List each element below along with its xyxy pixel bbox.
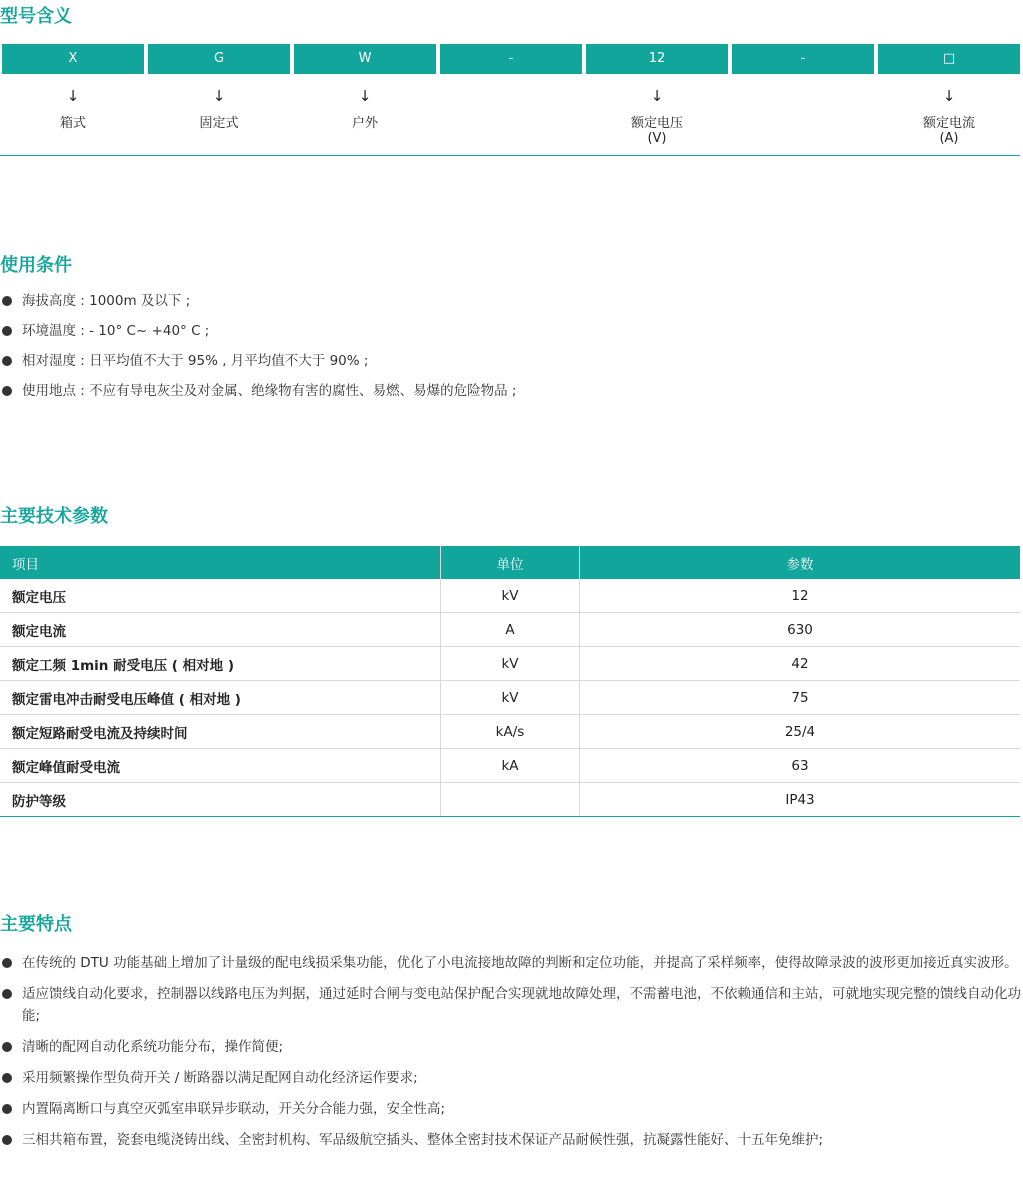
row-unit: kA — [441, 749, 580, 783]
model-meaning-current — [878, 86, 1020, 146]
model-section-title: 型号含义 — [0, 6, 72, 27]
table-row — [0, 783, 1020, 817]
row-value: 12 — [580, 579, 1021, 613]
list-item — [0, 291, 1023, 321]
model-meaning-mount — [148, 86, 290, 132]
bullet-dot-icon — [2, 386, 12, 396]
meaning-label: 额定电压 — [630, 116, 683, 131]
feature-text: 适应馈线自动化要求，控制器以线路电压为判据，通过延时合闸与变电站保护配合实现就地故障处理，不需蓄电池，不依赖通信和主站，可就地实现完整的馈线自动化功能; — [22, 986, 1021, 1024]
table-row — [0, 749, 1020, 783]
bullet-dot-icon — [2, 958, 12, 968]
list-item — [0, 1098, 1023, 1120]
model-meaning-voltage — [586, 86, 728, 146]
list-item — [0, 381, 1023, 411]
down-arrow-icon: ↓ — [942, 87, 956, 105]
row-value: 42 — [580, 647, 1021, 681]
header-unit: 单位 — [441, 546, 580, 579]
table-row — [0, 613, 1020, 647]
features-section-title: 主要特点 — [0, 914, 72, 935]
row-item: 额定短路耐受电流及持续时间 — [0, 715, 441, 749]
down-arrow-icon: ↓ — [650, 87, 664, 105]
row-unit: A — [441, 613, 580, 647]
feature-text: 采用频繁操作型负荷开关 / 断路器以满足配网自动化经济运作要求; — [22, 1070, 418, 1086]
table-row — [0, 681, 1020, 715]
row-value: 25/4 — [580, 715, 1021, 749]
feature-text: 三相共箱布置，瓷套电缆浇铸出线、全密封机构、军品级航空插头、整体全密封技术保证产品耐候性强，抗凝露性能好、十五年免维护; — [22, 1132, 824, 1148]
meaning-label: 额定电流 — [922, 116, 975, 131]
feature-text: 在传统的 DTU 功能基础上增加了计量级的配电线损采集功能，优化了小电流接地故障的判断和定位功能，并提高了采样频率，使得故障录波的波形更加接近真实波形。 — [22, 955, 1018, 971]
header-value: 参数 — [580, 546, 1021, 579]
meaning-label: 箱式 — [59, 116, 86, 131]
model-code-row — [0, 44, 1023, 74]
bullet-dot-icon — [2, 356, 12, 366]
list-item — [0, 952, 1023, 974]
list-item — [0, 1067, 1023, 1089]
model-code-dash-2: - — [732, 44, 874, 74]
model-code-dash-1: - — [440, 44, 582, 74]
bullet-dot-icon — [2, 1073, 12, 1083]
row-item: 额定电流 — [0, 613, 441, 647]
list-item — [0, 351, 1023, 381]
condition-text: 使用地点 : 不应有导电灰尘及对金属、绝缘物有害的腐性、易燃、易爆的危险物品 ; — [22, 383, 517, 399]
row-item: 额定峰值耐受电流 — [0, 749, 441, 783]
condition-text: 相对湿度 : 日平均值不大于 95% , 月平均值不大于 90% ; — [22, 353, 369, 369]
row-item: 防护等级 — [0, 783, 441, 817]
meaning-label: 户外 — [351, 116, 378, 131]
model-code-g: G — [148, 44, 290, 74]
row-unit: kA/s — [441, 715, 580, 749]
bullet-dot-icon — [2, 326, 12, 336]
feature-text: 清晰的配网自动化系统功能分布，操作简便; — [22, 1039, 284, 1055]
model-meaning-outdoor — [294, 86, 436, 132]
row-unit: kV — [441, 647, 580, 681]
list-item — [0, 321, 1023, 351]
header-item: 项目 — [0, 546, 441, 579]
down-arrow-icon: ↓ — [358, 87, 372, 105]
table-row — [0, 715, 1020, 749]
model-code-w: W — [294, 44, 436, 74]
meaning-unit: (A) — [939, 131, 959, 146]
list-item — [0, 1129, 1023, 1151]
bullet-dot-icon — [2, 1135, 12, 1145]
row-value: 63 — [580, 749, 1021, 783]
condition-text: 环境温度 : - 10° C~ +40° C ; — [22, 323, 210, 339]
table-header-row — [0, 546, 1020, 579]
conditions-list — [0, 291, 1023, 411]
table-row — [0, 647, 1020, 681]
feature-text: 内置隔离断口与真空灭弧室串联异步联动，开关分合能力强，安全性高; — [22, 1101, 446, 1117]
model-meaning-type — [2, 86, 144, 132]
down-arrow-icon: ↓ — [66, 87, 80, 105]
list-item — [0, 983, 1023, 1027]
meaning-unit: (V) — [647, 131, 667, 146]
row-item: 额定雷电冲击耐受电压峰值 ( 相对地 ) — [0, 681, 441, 715]
row-value: 630 — [580, 613, 1021, 647]
params-table — [0, 546, 1020, 817]
bullet-dot-icon — [2, 989, 12, 999]
list-item — [0, 1036, 1023, 1058]
row-unit: kV — [441, 579, 580, 613]
features-list — [0, 952, 1023, 1160]
row-unit: kV — [441, 681, 580, 715]
model-divider — [0, 155, 1020, 156]
row-value: 75 — [580, 681, 1021, 715]
row-value: IP43 — [580, 783, 1021, 817]
table-row — [0, 579, 1020, 613]
row-unit — [441, 783, 580, 817]
down-arrow-icon: ↓ — [212, 87, 226, 105]
model-code-x: X — [2, 44, 144, 74]
bullet-dot-icon — [2, 1042, 12, 1052]
bullet-dot-icon — [2, 296, 12, 306]
row-item: 额定电压 — [0, 579, 441, 613]
row-item: 额定工频 1min 耐受电压 ( 相对地 ) — [0, 647, 441, 681]
model-code-12: 12 — [586, 44, 728, 74]
condition-text: 海拔高度 : 1000m 及以下 ; — [22, 293, 191, 309]
bullet-dot-icon — [2, 1104, 12, 1114]
params-section-title: 主要技术参数 — [0, 506, 108, 527]
model-code-current: □ — [878, 44, 1020, 74]
meaning-label: 固定式 — [199, 116, 239, 131]
conditions-section-title: 使用条件 — [0, 255, 72, 276]
